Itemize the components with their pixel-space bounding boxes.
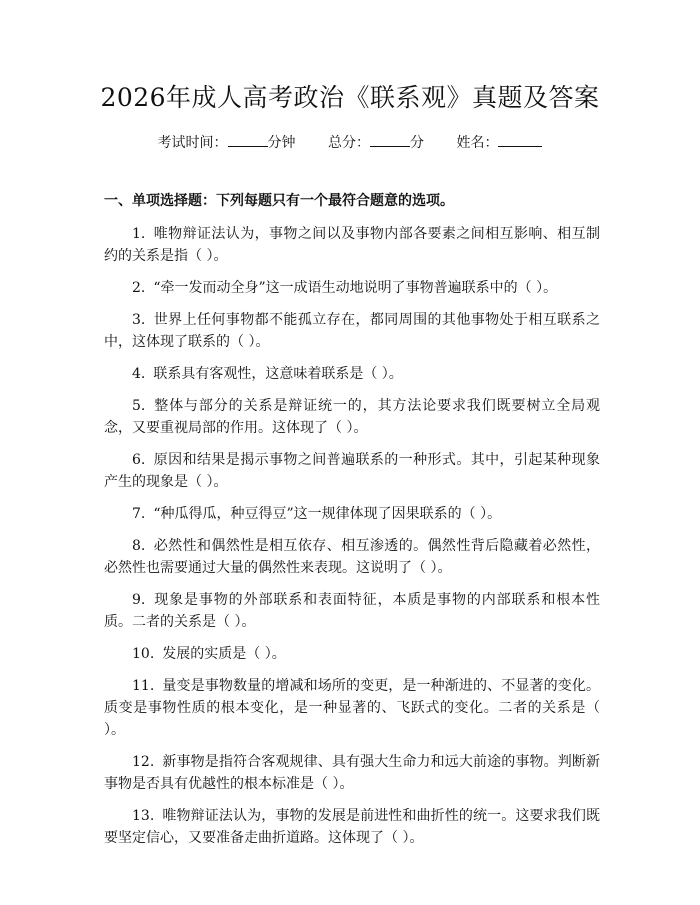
- question-number: 5.: [132, 398, 146, 414]
- question-item: [104, 223, 600, 267]
- section-heading: 一、单项选择题：下列每题只有一个最符合题意的选项。: [104, 193, 454, 209]
- exam-meta: [0, 132, 700, 152]
- score-label: 总分：: [328, 135, 370, 151]
- question-number: 1.: [132, 226, 146, 242]
- time-blank: [228, 133, 268, 147]
- question-text: 现象是事物的外部联系和表面特征，本质是事物的内部联系和根本性质。二者的关系是（ ）。: [104, 592, 600, 630]
- question-number: 8.: [132, 538, 146, 554]
- exam-name: [456, 132, 542, 152]
- time-unit: 分钟: [267, 135, 296, 151]
- exam-time: [158, 132, 296, 152]
- question-number: 6.: [132, 452, 146, 468]
- question-list: [104, 223, 600, 859]
- score-blank: [370, 133, 410, 147]
- question-text: “种瓜得瓜，种豆得豆”这一规律体现了因果联系的（ ）。: [153, 506, 502, 522]
- question-number: 11.: [132, 678, 155, 694]
- question-text: 唯物辩证法认为，事物的发展是前进性和曲折性的统一。这要求我们既要坚定信心，又要准备走曲折道路。这体现了（ ）。: [104, 808, 600, 846]
- document-title: 2026年成人高考政治《联系观》真题及答案: [100, 83, 600, 112]
- question-text: 唯物辩证法认为，事物之间以及事物内部各要素之间相互影响、相互制约的关系是指（ ）。: [104, 226, 600, 264]
- name-label: 姓名：: [456, 135, 499, 151]
- question-item: [104, 805, 600, 849]
- question-number: 9.: [132, 592, 146, 608]
- question-item: [104, 535, 600, 579]
- score-unit: 分: [410, 135, 424, 151]
- question-item: [104, 589, 600, 633]
- question-item: [104, 309, 600, 353]
- question-item: [104, 395, 600, 439]
- question-text: 必然性和偶然性是相互依存、相互渗透的。偶然性背后隐藏着必然性，必然性也需要通过大量的偶然性来表现。这说明了（ ）。: [104, 538, 600, 576]
- question-item: [104, 449, 600, 493]
- question-number: 12.: [132, 754, 155, 770]
- name-blank: [498, 133, 542, 147]
- exam-score: [328, 132, 424, 152]
- question-number: 10.: [132, 646, 155, 662]
- question-text: 世界上任何事物都不能孤立存在，都同周围的其他事物处于相互联系之中，这体现了联系的（ ）。: [104, 312, 600, 350]
- question-number: 3.: [132, 312, 146, 328]
- question-number: 13.: [132, 808, 155, 824]
- question-text: 整体与部分的关系是辩证统一的，其方法论要求我们既要树立全局观念，又要重视局部的作用。这体现了（ ）。: [104, 398, 600, 436]
- question-text: “牵一发而动全身”这一成语生动地说明了事物普遍联系中的（ ）。: [153, 280, 558, 296]
- question-number: 2.: [132, 280, 146, 296]
- question-text: 联系具有客观性，这意味着联系是（ ）。: [153, 366, 403, 382]
- question-number: 7.: [132, 506, 146, 522]
- question-item: [104, 363, 600, 385]
- time-label: 考试时间：: [157, 135, 228, 151]
- question-text: 原因和结果是揭示事物之间普遍联系的一种形式。其中，引起某种现象产生的现象是（ ）。: [104, 452, 600, 490]
- question-item: [104, 277, 600, 299]
- question-text: 发展的实质是（ ）。: [162, 646, 286, 662]
- question-text: 新事物是指符合客观规律、具有强大生命力和远大前途的事物。判断新事物是否具有优越性的根本标准是（ ）。: [104, 754, 600, 792]
- question-number: 4.: [132, 366, 146, 382]
- question-item: [104, 675, 600, 741]
- question-item: [104, 503, 600, 525]
- question-item: [104, 643, 600, 665]
- question-text: 量变是事物数量的增减和场所的变更，是一种渐进的、不显著的变化。质变是事物性质的根本变化，是一种显著的、飞跃式的变化。二者的关系是（ ）。: [104, 678, 600, 738]
- question-item: [104, 751, 600, 795]
